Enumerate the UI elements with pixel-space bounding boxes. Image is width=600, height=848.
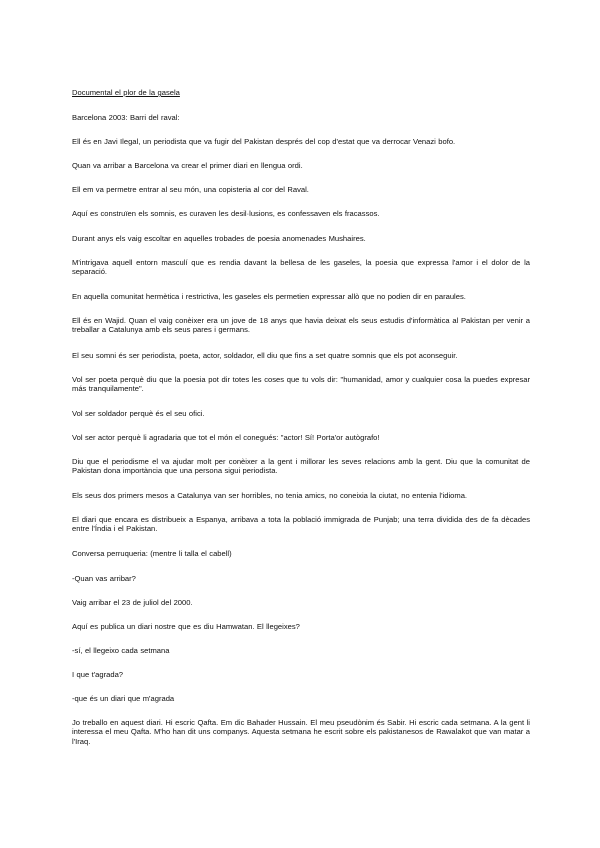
paragraph: Durant anys els vaig escoltar en aquelles trobades de poesia anomenades Mushaires.	[72, 234, 366, 243]
paragraph: Vol ser poeta perquè diu que la poesia pot dir totes les coses que tu vols dir: "humanidad, amor y cualquier cosa la puedes expresar más tranquilamente".	[72, 375, 530, 394]
dialogue-line: -que és un diari que m'agrada	[72, 694, 175, 703]
paragraph: El seu somni és ser periodista, poeta, actor, soldador, ell diu que fins a set quatre somnis que els pot aconseguir.	[72, 351, 458, 360]
dialogue-line: I que t'agrada?	[72, 670, 124, 679]
paragraph: Aquí es construïen els somnis, es curaven les desil·lusions, es confessaven els fracassos.	[72, 209, 380, 218]
paragraph: Ell és en Javi Ilegal, un periodista que va fugir del Pakistan després del cop d'estat que va derrocar Venazi bofo.	[72, 137, 456, 146]
paragraph: Els seus dos primers mesos a Catalunya van ser horribles, no tenia amics, no coneixia la ciutat, no entenia l'idioma.	[72, 491, 468, 500]
paragraph: Quan va arribar a Barcelona va crear el primer diari en llengua ordi.	[72, 161, 303, 170]
paragraph: En aquella comunitat hermètica i restrictiva, les gaseles els permetien expressar allò que no podien dir en paraules.	[72, 292, 466, 301]
paragraph-location: Barcelona 2003: Barri del raval:	[72, 113, 180, 122]
dialogue-line: Vaig arribar el 23 de juliol del 2000.	[72, 598, 193, 607]
paragraph: M'intrigava aquell entorn masculí que es rendia davant la bellesa de les gaseles, la poesia que expressa l'amor i el dolor de la separació.	[72, 258, 530, 277]
paragraph: Vol ser actor perquè li agradaria que tot el món el conegués: "actor! Sí! Porta'or autògrafo!	[72, 433, 380, 442]
paragraph: Jo treballo en aquest diari. Hi escric Qafta. Em dic Bahader Hussain. El meu pseudònim és Sabir. Hi escric cada setmana. A la gent li interessa el meu Qafta. M'ho han dit uns companys. Aquesta setmana he escrit sobre els pakistanesos de Rawalakot que van matar a l'Iraq.	[72, 718, 530, 746]
dialogue-line: Aquí es publica un diari nostre que es diu Hamwatan. El llegeixes?	[72, 622, 300, 631]
paragraph: Ell em va permetre entrar al seu món, una copisteria al cor del Raval.	[72, 185, 309, 194]
dialogue-line: -Quan vas arribar?	[72, 574, 136, 583]
paragraph: Diu que el periodisme el va ajudar molt per conèixer a la gent i millorar les seves relacions amb la gent. Diu que la comunitat de Pakistan dona importància que una persona sigui periodista.	[72, 457, 530, 476]
dialogue-line: -sí, el llegeixo cada setmana	[72, 646, 170, 655]
paragraph-conversation-heading: Conversa perruqueria: (mentre li talla el cabell)	[72, 549, 232, 558]
paragraph: El diari que encara es distribueix a Espanya, arribava a tota la població immigrada de Punjab; una terra dividida des de fa dècades entre l'Índia i el Pakistan.	[72, 515, 530, 534]
paragraph: Ell és en Wajid. Quan el vaig conèixer era un jove de 18 anys que havia deixat els seus estudis d'informàtica al Pakistan per venir a treballar a Catalunya amb els seus pares i germans.	[72, 316, 530, 335]
document-title: Documental el plor de la gasela	[72, 88, 180, 97]
paragraph: Vol ser soldador perquè és el seu ofici.	[72, 409, 205, 418]
